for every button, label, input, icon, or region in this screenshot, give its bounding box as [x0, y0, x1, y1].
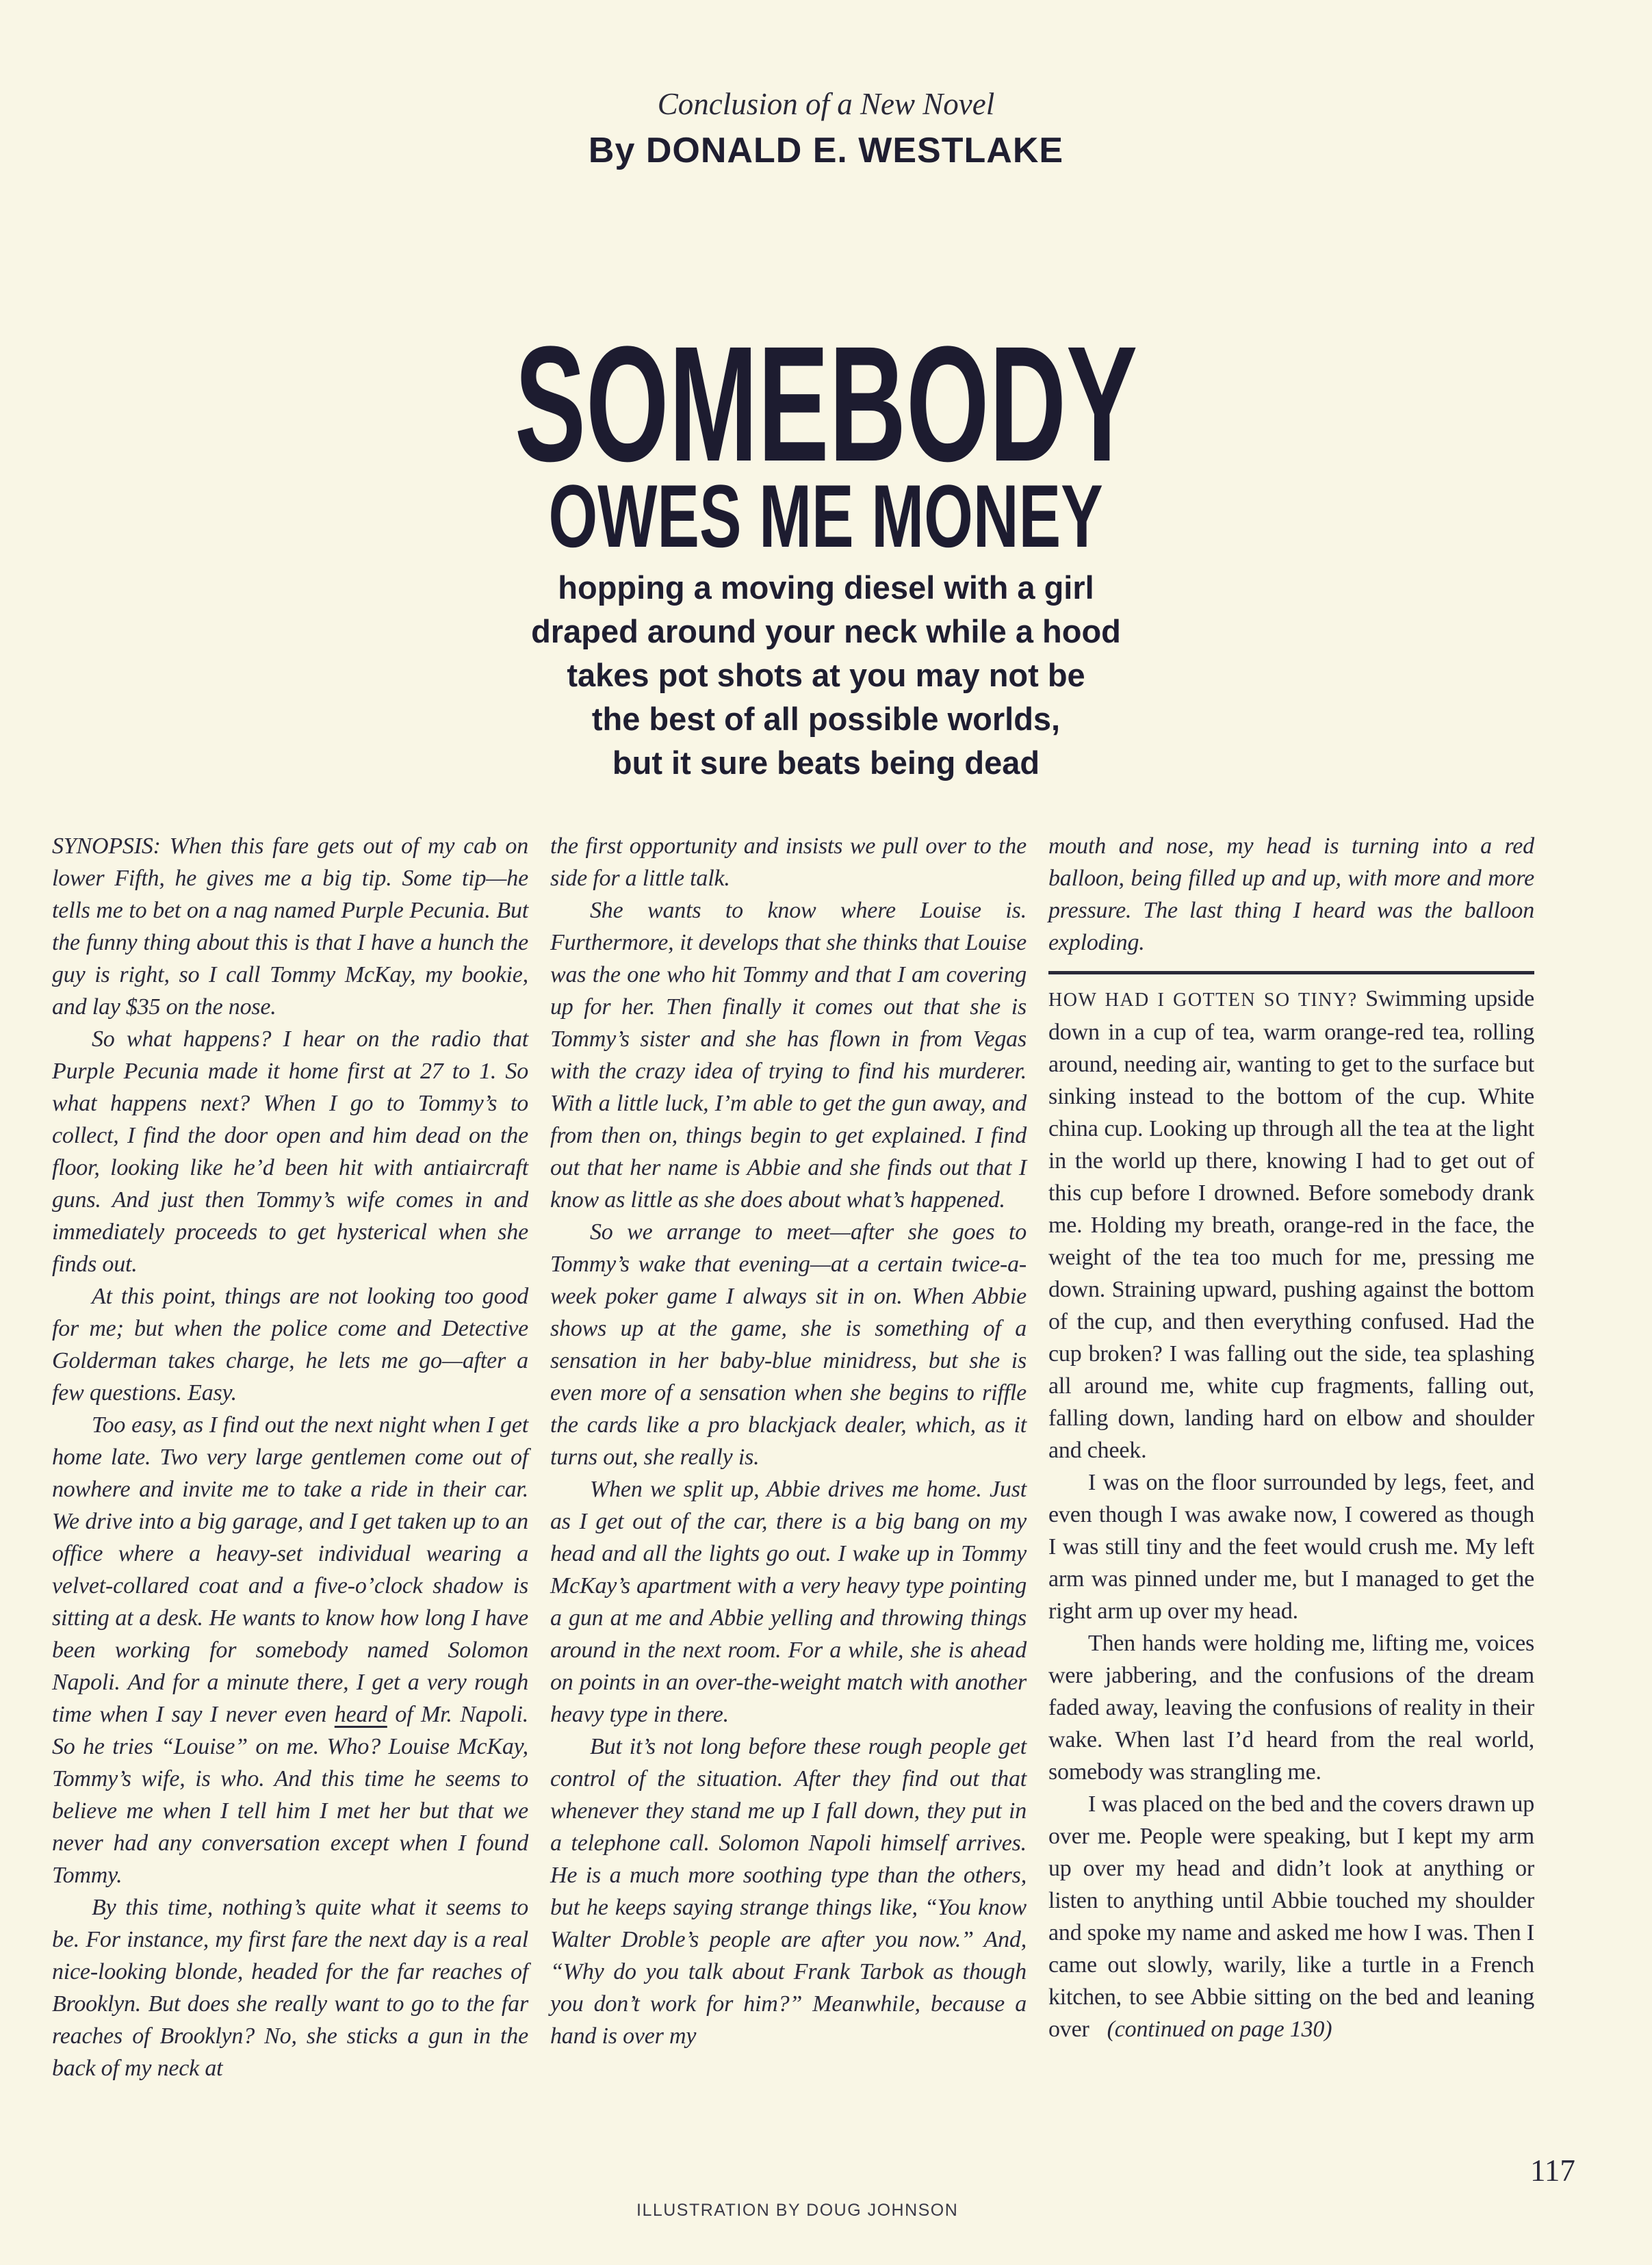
synopsis-column-2	[550, 830, 1027, 2052]
underlined-word: heard	[334, 1702, 387, 1727]
deck-line: draped around your neck while a hood	[531, 613, 1121, 649]
synopsis-paragraph: the first opportunity and insists we pull over to the side for a little talk.	[550, 833, 1027, 891]
synopsis-paragraph	[52, 1409, 528, 1891]
continued-note: (continued on page 130)	[1107, 2017, 1332, 2042]
illustration-credit: ILLUSTRATION BY DOUG JOHNSON	[636, 2201, 959, 2220]
section-divider-rule	[1048, 971, 1534, 974]
synopsis-column-1	[52, 830, 528, 2084]
story-paragraph: I was on the floor surrounded by legs, feet, and even though I was awake now, I cowered as though I was still tiny and the feet would crush me. My left arm was pinned under me, but I managed to get the right arm up over my head.	[1048, 1470, 1534, 1624]
synopsis-paragraph: When we split up, Abbie drives me home. Just as I get out of the car, there is a big bang on my head and all the lights go out. I wake up in Tommy McKay’s apartment with a very heavy type pointing a gun at me and Abbie yelling and throwing things around in the next room. For a while, she is ahead on points in an over-the-weight match with another heavy type in there.	[550, 1477, 1027, 1727]
story-paragraph	[1048, 983, 1534, 1466]
deck-line: takes pot shots at you may not be	[567, 657, 1085, 693]
story-text: Swimming upside down in a cup of tea, warm orange-red tea, rolling around, needing air, wanting to get to the surface but sinking instead to the bottom of the cup. White china cup. Looking up through all the tea at the light in the world up there, knowing I had to get out of this cup before I drowned. Before somebody drank me. Holding my breath, orange-red in the face, the weight of the tea too much for me, pressing me down. Straining upward, pushing against the bottom of the cup, and then everything confused. Had the cup broken? I was falling out the side, tea splashing all around me, white cup fragments, falling out, falling down, landing hard on elbow and shoulder and cheek.	[1048, 986, 1534, 1463]
synopsis-paragraph: By this time, nothing’s quite what it seems to be. For instance, my first fare the next day is a real nice-looking blonde, headed for the far reaches of Brooklyn. But does she really want to go to the far reaches of Brooklyn? No, she sticks a gun in the back of my neck at	[52, 1895, 528, 2081]
deck-line: hopping a moving diesel with a girl	[558, 569, 1094, 606]
deck-line: but it sure beats being dead	[612, 745, 1040, 781]
article-title-line1	[0, 312, 1652, 495]
synopsis-paragraph-end: mouth and nose, my head is turning into a red balloon, being filled up and up, with more and more pressure. The last thing I heard was the balloon exploding.	[1048, 833, 1534, 955]
story-paragraph: Then hands were holding me, lifting me, voices were jabbering, and the confusions of the dream faded away, leaving the confusions of reality in their wake. When last I’d heard from the real world, somebody was strangling me.	[1048, 1631, 1534, 1785]
article-title-line2	[0, 466, 1652, 566]
synopsis-paragraph: But it’s not long before these rough people get control of the situation. After they find out that whenever they stand me up I fall down, they put in a telephone call. Solomon Napoli himself arrives. He is a much more soothing type than the others, but he keeps saying strange things like, “You know Walter Droble’s people are after you now.” And, “Why do you talk about Frank Tarbok as though you don’t work for him?” Meanwhile, because a hand is over my	[550, 1734, 1027, 2049]
kicker: Conclusion of a New Novel	[657, 87, 995, 121]
synopsis-paragraph: So what happens? I hear on the radio that Purple Pecunia made it home first at 27 to 1. So what happens next? When I go to Tommy’s to collect, I find the door open and him dead on the floor, looking like he’d been hit with antiaircraft guns. And just then Tommy’s wife comes in and immediately proceeds to get hysterical when she finds out.	[52, 1026, 528, 1277]
story-column	[1048, 830, 1534, 2045]
synopsis-paragraph: So we arrange to meet—after she goes to Tommy’s wake that evening—at a certain twice-a-week poker game I always sit in on. When Abbie shows up at the game, she is something of a sensation in her baby-blue minidress, but she is even more of a sensation when she begins to riffle the cards like a pro blackjack dealer, which, as it turns out, she really is.	[550, 1219, 1027, 1470]
byline: By DONALD E. WESTLAKE	[588, 131, 1064, 170]
synopsis-paragraph: SYNOPSIS: When this fare gets out of my cab on lower Fifth, he gives me a big tip. Some tip—he tells me to bet on a nag named Purple Pecunia. But the funny thing about this is that I have a hunch the guy is right, so I call Tommy McKay, my bookie, and lay $35 on the nose.	[52, 833, 528, 1020]
deck-line: the best of all possible worlds,	[591, 701, 1061, 737]
title-text-1: SOMEBODY	[514, 312, 1138, 495]
deck	[0, 566, 1652, 785]
story-text: I was placed on the bed and the covers drawn up over me. People were speaking, but I kept my arm up over my head and didn’t look at anything or listen to anything until Abbie touched my shoulder and spoke my name and asked me how I was. Then I came out slowly, warily, like a turtle in a French kitchen, to see Abbie sitting on the bed and leaning over	[1048, 1791, 1534, 2042]
story-lead-in: HOW HAD I GOTTEN SO TINY?	[1048, 989, 1358, 1011]
synopsis-paragraph: At this point, things are not looking too good for me; but when the police come and Detective Golderman takes charge, he lets me go—after a few questions. Easy.	[52, 1284, 528, 1406]
story-paragraph	[1048, 1788, 1534, 2045]
title-text-2: OWES ME MONEY	[548, 466, 1104, 566]
page-number: 117	[1530, 2153, 1575, 2188]
synopsis-paragraph: She wants to know where Louise is. Furthermore, it develops that she thinks that Louise was the one who hit Tommy and that I am covering up for her. Then finally it comes out that she is Tommy’s sister and she has flown in from Vegas with the crazy idea of trying to find his murderer. With a little luck, I’m able to get the gun away, and from then on, things begin to get explained. I find out that her name is Abbie and she finds out that I know as little as she does about what’s happened.	[550, 898, 1027, 1213]
synopsis-text: of Mr. Napoli. So he tries “Louise” on me. Who? Louise McKay, Tommy’s wife, is who. And this time he seems to believe me when I tell him I met her but that we never had any conversation except when I found Tommy.	[52, 1702, 528, 1888]
synopsis-text: Too easy, as I find out the next night when I get home late. Two very large gentlemen come out of nowhere and invite me to take a ride in their car. We drive into a big garage, and I get taken up to an office where a heavy-set individual wearing a velvet-collared coat and a five-o’clock shadow is sitting at a desk. He wants to know how long I have been working for somebody named Solomon Napoli. And for a minute there, I get a very rough time when I say I never even	[52, 1412, 528, 1727]
